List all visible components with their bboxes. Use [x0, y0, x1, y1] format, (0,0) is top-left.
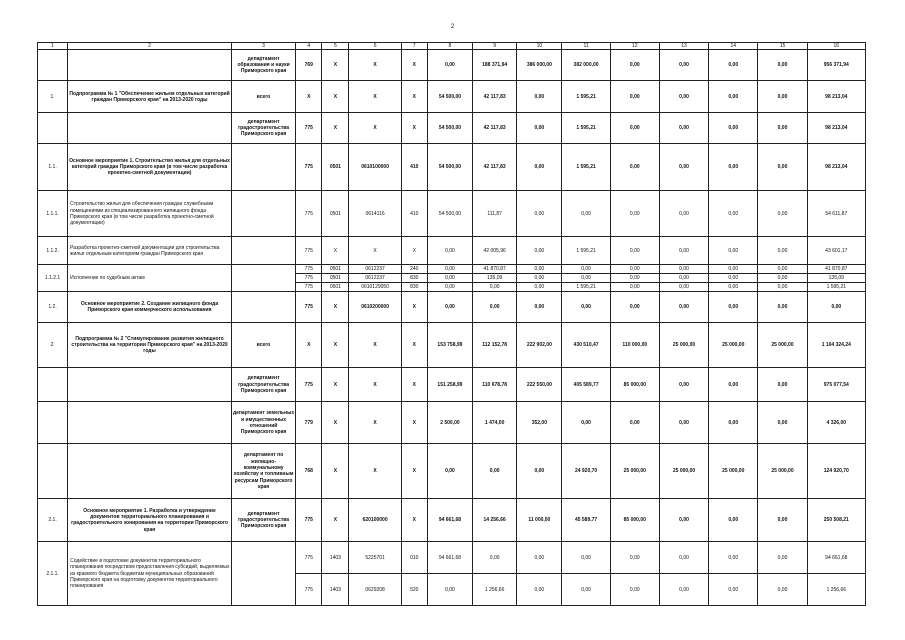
value-cell: 153 758,99 [427, 323, 472, 368]
value-cell: 1 256,66 [473, 574, 517, 606]
table-row [38, 323, 866, 368]
value-cell: 0,00 [427, 274, 472, 283]
value-cell: 25 000,00 [659, 444, 708, 499]
value-cell: 0,00 [610, 283, 659, 292]
value-cell: X [349, 81, 401, 113]
value-cell: X [349, 402, 401, 444]
value-cell: X [349, 237, 401, 265]
value-cell: 775 [296, 542, 322, 574]
value-cell: 0,00 [427, 574, 472, 606]
header-row [38, 43, 866, 50]
value-cell: X [401, 50, 427, 81]
value-cell: 94 661,68 [807, 542, 865, 574]
value-cell: 54 500,00 [427, 81, 472, 113]
table-row [38, 237, 866, 265]
row-number [38, 368, 68, 402]
value-cell: X [322, 323, 349, 368]
column-number: 1 [38, 43, 68, 50]
value-cell: 0,00 [659, 191, 708, 237]
value-cell: 430 510,47 [562, 323, 610, 368]
value-cell: X [322, 444, 349, 499]
value-cell: 0,00 [562, 191, 610, 237]
page-number: 2 [450, 24, 455, 30]
row-name: Содействие в подготовке документов территориального планирования посредством предоставления субсидий, выделяемых из краевого бюджета бюджетам муниципальных образований Приморского края на подготовку документов территориального планирования [68, 542, 232, 606]
value-cell: 42 117,83 [473, 144, 517, 191]
row-number: 2.1. [38, 499, 68, 542]
row-executor: департамент градостроительства Приморского края [231, 113, 295, 144]
value-cell: 0,00 [610, 574, 659, 606]
value-cell: 0,00 [709, 144, 758, 191]
column-number: 9 [473, 43, 517, 50]
value-cell: 54 500,00 [427, 191, 472, 237]
value-cell: 24 920,70 [562, 444, 610, 499]
value-cell: 0,00 [758, 144, 807, 191]
column-number: 5 [322, 43, 349, 50]
value-cell: 0,00 [659, 292, 708, 323]
value-cell: 0,00 [659, 81, 708, 113]
row-number [38, 50, 68, 81]
column-number: 15 [758, 43, 807, 50]
row-name: Основное мероприятие 1. Разработка и утверждение документов территориального планирования и градостроительного зонирования на территории Приморского края [68, 499, 232, 542]
value-cell: 135,09 [473, 274, 517, 283]
value-cell: 0,00 [562, 542, 610, 574]
row-number: 2.1.1. [38, 542, 68, 606]
row-name: Строительство жилья для обеспечения граждан служебными помещениями из специализированного жилищного фонда Приморского края (в том числе разработка проектно-сметной документации) [68, 191, 232, 237]
value-cell: X [322, 113, 349, 144]
value-cell: 0,00 [473, 444, 517, 499]
value-cell: 830 [401, 274, 427, 283]
table-row [38, 191, 866, 237]
column-number: 6 [349, 43, 401, 50]
value-cell: 54 611,87 [807, 191, 865, 237]
value-cell: 0,00 [758, 113, 807, 144]
value-cell: 0612237 [349, 265, 401, 274]
value-cell: 0,00 [659, 237, 708, 265]
column-number: 2 [68, 43, 232, 50]
row-name: Основное мероприятие 2. Создание жилищного фонда Приморского края коммерческого использования [68, 292, 232, 323]
value-cell: 010 [401, 542, 427, 574]
value-cell: 0,00 [709, 574, 758, 606]
value-cell: 0612237 [349, 274, 401, 283]
value-cell: 0,00 [709, 542, 758, 574]
row-name: Исполнение по судебным актам [68, 265, 232, 292]
value-cell: 775 [296, 283, 322, 292]
value-cell: 1 104 324,24 [807, 323, 865, 368]
row-executor [231, 144, 295, 191]
value-cell: 0,00 [709, 237, 758, 265]
value-cell: 25 000,00 [709, 323, 758, 368]
value-cell: X [322, 292, 349, 323]
column-number: 16 [807, 43, 865, 50]
value-cell: 0,00 [610, 144, 659, 191]
table-row [38, 292, 866, 323]
value-cell: 0,00 [758, 191, 807, 237]
column-number: 13 [659, 43, 708, 50]
value-cell: 0,00 [610, 50, 659, 81]
value-cell: 1 595,21 [562, 81, 610, 113]
value-cell: X [349, 323, 401, 368]
row-executor: департамент земельных и имущественных отношений Приморского края [231, 402, 295, 444]
column-number: 10 [517, 43, 562, 50]
value-cell: 0,00 [517, 81, 562, 113]
column-number: 12 [610, 43, 659, 50]
value-cell: 0610129050 [349, 283, 401, 292]
row-name [68, 50, 232, 81]
value-cell: 0610100000 [349, 144, 401, 191]
value-cell: 1 474,00 [473, 402, 517, 444]
value-cell: 0,00 [517, 237, 562, 265]
value-cell: 775 [296, 265, 322, 274]
value-cell: 0,00 [758, 283, 807, 292]
value-cell: X [296, 323, 322, 368]
value-cell: 0,00 [659, 499, 708, 542]
value-cell: 43 601,17 [807, 237, 865, 265]
value-cell: 94 661,68 [427, 499, 472, 542]
value-cell: 110 678,78 [473, 368, 517, 402]
value-cell: 85 000,00 [610, 368, 659, 402]
table-row [38, 144, 866, 191]
value-cell: 135,09 [807, 274, 865, 283]
value-cell: 0,00 [709, 81, 758, 113]
value-cell: X [401, 368, 427, 402]
value-cell: 0,00 [427, 283, 472, 292]
row-executor: департамент градостроительства Приморского края [231, 499, 295, 542]
value-cell: 124 920,70 [807, 444, 865, 499]
value-cell: 775 [296, 191, 322, 237]
value-cell: 0,00 [517, 274, 562, 283]
row-number: 1.1.1. [38, 191, 68, 237]
value-cell: 112 152,78 [473, 323, 517, 368]
value-cell: 0,00 [517, 283, 562, 292]
value-cell: X [322, 237, 349, 265]
value-cell: X [349, 50, 401, 81]
budget-table [37, 42, 866, 606]
value-cell: 0,00 [610, 113, 659, 144]
value-cell: 0,00 [562, 265, 610, 274]
value-cell: 1 595,21 [562, 144, 610, 191]
table-row [38, 265, 866, 274]
value-cell: 775 [296, 292, 322, 323]
value-cell: X [322, 402, 349, 444]
value-cell: 14 256,66 [473, 499, 517, 542]
value-cell: 4 326,00 [807, 402, 865, 444]
row-name: Подпрограмма № 2 "Стимулирование развития жилищного строительства на территории Приморского края" на 2013-2020 годы [68, 323, 232, 368]
value-cell: 0,00 [562, 402, 610, 444]
value-cell: 2 500,00 [427, 402, 472, 444]
value-cell: 779 [296, 402, 322, 444]
value-cell: 250 508,21 [807, 499, 865, 542]
value-cell: 830 [401, 283, 427, 292]
value-cell: 352,00 [517, 402, 562, 444]
row-number [38, 444, 68, 499]
value-cell: X [401, 323, 427, 368]
value-cell: 0,00 [517, 444, 562, 499]
value-cell: X [322, 50, 349, 81]
column-number: 11 [562, 43, 610, 50]
value-cell: 0,00 [610, 292, 659, 323]
value-cell: 0,00 [758, 402, 807, 444]
row-name: Основное мероприятие 1. Строительство жилья для отдельных категорий граждан Приморского края (в том числе разработка проектно-сметной документации) [68, 144, 232, 191]
value-cell: X [401, 113, 427, 144]
row-number [38, 113, 68, 144]
value-cell: 42 117,83 [473, 81, 517, 113]
value-cell: X [349, 444, 401, 499]
value-cell: 0,00 [709, 191, 758, 237]
value-cell: 975 077,54 [807, 368, 865, 402]
value-cell: 0,00 [709, 50, 758, 81]
value-cell: X [349, 113, 401, 144]
row-number: 1. [38, 81, 68, 113]
column-number: 4 [296, 43, 322, 50]
row-number: 1.2. [38, 292, 68, 323]
row-number: 1.1.2.1 [38, 265, 68, 292]
value-cell: 0,00 [610, 402, 659, 444]
value-cell: 42 005,96 [473, 237, 517, 265]
row-executor [231, 542, 295, 606]
value-cell: 620100000 [349, 499, 401, 542]
table-row [38, 81, 866, 113]
value-cell: 85 000,00 [610, 499, 659, 542]
value-cell: 0,00 [758, 542, 807, 574]
value-cell: 0,00 [427, 444, 472, 499]
value-cell: 0,00 [659, 283, 708, 292]
row-executor [231, 237, 295, 265]
value-cell: 0,00 [610, 274, 659, 283]
value-cell: 98 213,04 [807, 113, 865, 144]
value-cell: 54 500,00 [427, 144, 472, 191]
value-cell: 775 [296, 368, 322, 402]
value-cell: 25 000,00 [610, 444, 659, 499]
value-cell: 0,00 [517, 292, 562, 323]
value-cell: 0,00 [562, 274, 610, 283]
value-cell: 42 117,83 [473, 113, 517, 144]
value-cell: 0,00 [427, 50, 472, 81]
row-number: 1.1.2. [38, 237, 68, 265]
table-row [38, 499, 866, 542]
value-cell: X [322, 81, 349, 113]
value-cell: 0,00 [427, 237, 472, 265]
value-cell: 41 870,87 [473, 265, 517, 274]
row-name: Разработка проектно-сметной документации для строительства жилья отдельным категориям граждан Приморского края [68, 237, 232, 265]
value-cell: 25 000,00 [709, 444, 758, 499]
row-executor [231, 191, 295, 237]
value-cell: 0,00 [562, 292, 610, 323]
value-cell: 410 [401, 191, 427, 237]
value-cell: 25 000,00 [659, 323, 708, 368]
value-cell: 775 [296, 144, 322, 191]
value-cell: 956 371,94 [807, 50, 865, 81]
value-cell: 94 661,68 [427, 542, 472, 574]
value-cell: 0610200000 [349, 292, 401, 323]
value-cell: 0,00 [517, 542, 562, 574]
row-name [68, 113, 232, 144]
row-executor [231, 292, 295, 323]
value-cell: 410 [401, 144, 427, 191]
value-cell: X [322, 368, 349, 402]
value-cell: 0501 [322, 191, 349, 237]
table-row [38, 368, 866, 402]
value-cell: 0,00 [473, 283, 517, 292]
value-cell: X [296, 81, 322, 113]
value-cell: 0,00 [427, 265, 472, 274]
row-executor [231, 265, 295, 292]
value-cell: 0,00 [517, 144, 562, 191]
table-row [38, 113, 866, 144]
value-cell: 0,00 [659, 368, 708, 402]
row-executor: всего [231, 323, 295, 368]
value-cell: 0,00 [427, 292, 472, 323]
value-cell: 0,00 [758, 50, 807, 81]
row-name [68, 444, 232, 499]
row-number [38, 402, 68, 444]
row-number: 2. [38, 323, 68, 368]
value-cell: X [401, 444, 427, 499]
value-cell: 775 [296, 274, 322, 283]
value-cell: 1403 [322, 542, 349, 574]
value-cell: 1 595,21 [562, 113, 610, 144]
value-cell: 0,00 [709, 499, 758, 542]
value-cell: 0,00 [517, 265, 562, 274]
value-cell: X [401, 81, 427, 113]
value-cell: 1 595,21 [562, 237, 610, 265]
value-cell: 0,00 [758, 237, 807, 265]
row-executor: департамент по жилищно-коммунальному хозяйству и топливным ресурсам Приморского края [231, 444, 295, 499]
value-cell: 0,00 [709, 274, 758, 283]
value-cell: 0501 [322, 144, 349, 191]
value-cell: 25 000,00 [758, 444, 807, 499]
value-cell: 0,00 [562, 574, 610, 606]
value-cell: 0,00 [610, 191, 659, 237]
value-cell: 0,00 [659, 402, 708, 444]
value-cell: 45 589,77 [562, 499, 610, 542]
value-cell: 0,00 [517, 113, 562, 144]
value-cell: 0,00 [659, 574, 708, 606]
value-cell: 0,00 [709, 265, 758, 274]
column-number: 7 [401, 43, 427, 50]
value-cell: 0,00 [610, 265, 659, 274]
value-cell: 0,00 [610, 542, 659, 574]
value-cell: 0,00 [659, 144, 708, 191]
value-cell: 775 [296, 499, 322, 542]
row-name: Подпрограмма № 1 "Обеспечение жильем отдельных категорий граждан Приморского края" на 2013-2020 годы [68, 81, 232, 113]
value-cell: 0,00 [807, 292, 865, 323]
value-cell: 222 902,00 [517, 323, 562, 368]
value-cell: 0,00 [758, 81, 807, 113]
value-cell: 775 [296, 574, 322, 606]
value-cell: 0,00 [709, 292, 758, 323]
value-cell: 188 371,94 [473, 50, 517, 81]
value-cell: X [401, 292, 427, 323]
value-cell: 0,00 [758, 368, 807, 402]
value-cell: X [401, 499, 427, 542]
value-cell: 111,87 [473, 191, 517, 237]
value-cell: 41 870,87 [807, 265, 865, 274]
value-cell: 0,00 [517, 191, 562, 237]
value-cell: 110 000,00 [610, 323, 659, 368]
value-cell: 98 213,04 [807, 144, 865, 191]
value-cell: 0,00 [709, 402, 758, 444]
value-cell: X [349, 368, 401, 402]
row-executor: департамент градостроительства Приморского края [231, 368, 295, 402]
value-cell: 0,00 [709, 283, 758, 292]
value-cell: 98 213,04 [807, 81, 865, 113]
row-name [68, 402, 232, 444]
value-cell: 0,00 [473, 542, 517, 574]
value-cell: X [322, 499, 349, 542]
value-cell: 0629208 [349, 574, 401, 606]
value-cell: 1403 [322, 574, 349, 606]
column-number: 8 [427, 43, 472, 50]
value-cell: 25 000,00 [758, 323, 807, 368]
value-cell: 0,00 [610, 81, 659, 113]
value-cell: 0,00 [758, 274, 807, 283]
value-cell: 0,00 [709, 368, 758, 402]
column-number: 3 [231, 43, 295, 50]
value-cell: 0,00 [709, 113, 758, 144]
value-cell: 0,00 [758, 292, 807, 323]
value-cell: 151 258,99 [427, 368, 472, 402]
row-executor: департамент образования и науки Приморского края [231, 50, 295, 81]
value-cell: 0501 [322, 283, 349, 292]
value-cell: 240 [401, 265, 427, 274]
row-number: 1.1. [38, 144, 68, 191]
value-cell: 0,00 [659, 50, 708, 81]
value-cell: 405 589,77 [562, 368, 610, 402]
value-cell: 0,00 [758, 574, 807, 606]
value-cell: 386 000,00 [517, 50, 562, 81]
value-cell: 0501 [322, 265, 349, 274]
value-cell: 0,00 [473, 292, 517, 323]
value-cell: 0,00 [659, 113, 708, 144]
value-cell: 11 000,00 [517, 499, 562, 542]
value-cell: 0,00 [758, 499, 807, 542]
row-executor: всего [231, 81, 295, 113]
value-cell: 0614116 [349, 191, 401, 237]
value-cell: 0,00 [610, 237, 659, 265]
value-cell: 768 [296, 444, 322, 499]
value-cell: 1 256,66 [807, 574, 865, 606]
value-cell: X [401, 402, 427, 444]
row-name [68, 368, 232, 402]
value-cell: 0,00 [659, 542, 708, 574]
table-row [38, 50, 866, 81]
value-cell: 520 [401, 574, 427, 606]
value-cell: 0,00 [659, 265, 708, 274]
value-cell: 0501 [322, 274, 349, 283]
value-cell: X [401, 237, 427, 265]
value-cell: 1 595,21 [807, 283, 865, 292]
value-cell: 54 500,00 [427, 113, 472, 144]
table-row [38, 402, 866, 444]
value-cell: 0,00 [517, 574, 562, 606]
value-cell: 775 [296, 237, 322, 265]
value-cell: 0,00 [659, 274, 708, 283]
value-cell: 769 [296, 50, 322, 81]
table-row [38, 542, 866, 574]
column-number: 14 [709, 43, 758, 50]
value-cell: 5225701 [349, 542, 401, 574]
value-cell: 382 000,00 [562, 50, 610, 81]
value-cell: 222 550,00 [517, 368, 562, 402]
value-cell: 1 595,21 [562, 283, 610, 292]
value-cell: 0,00 [758, 265, 807, 274]
table-row [38, 444, 866, 499]
value-cell: 775 [296, 113, 322, 144]
